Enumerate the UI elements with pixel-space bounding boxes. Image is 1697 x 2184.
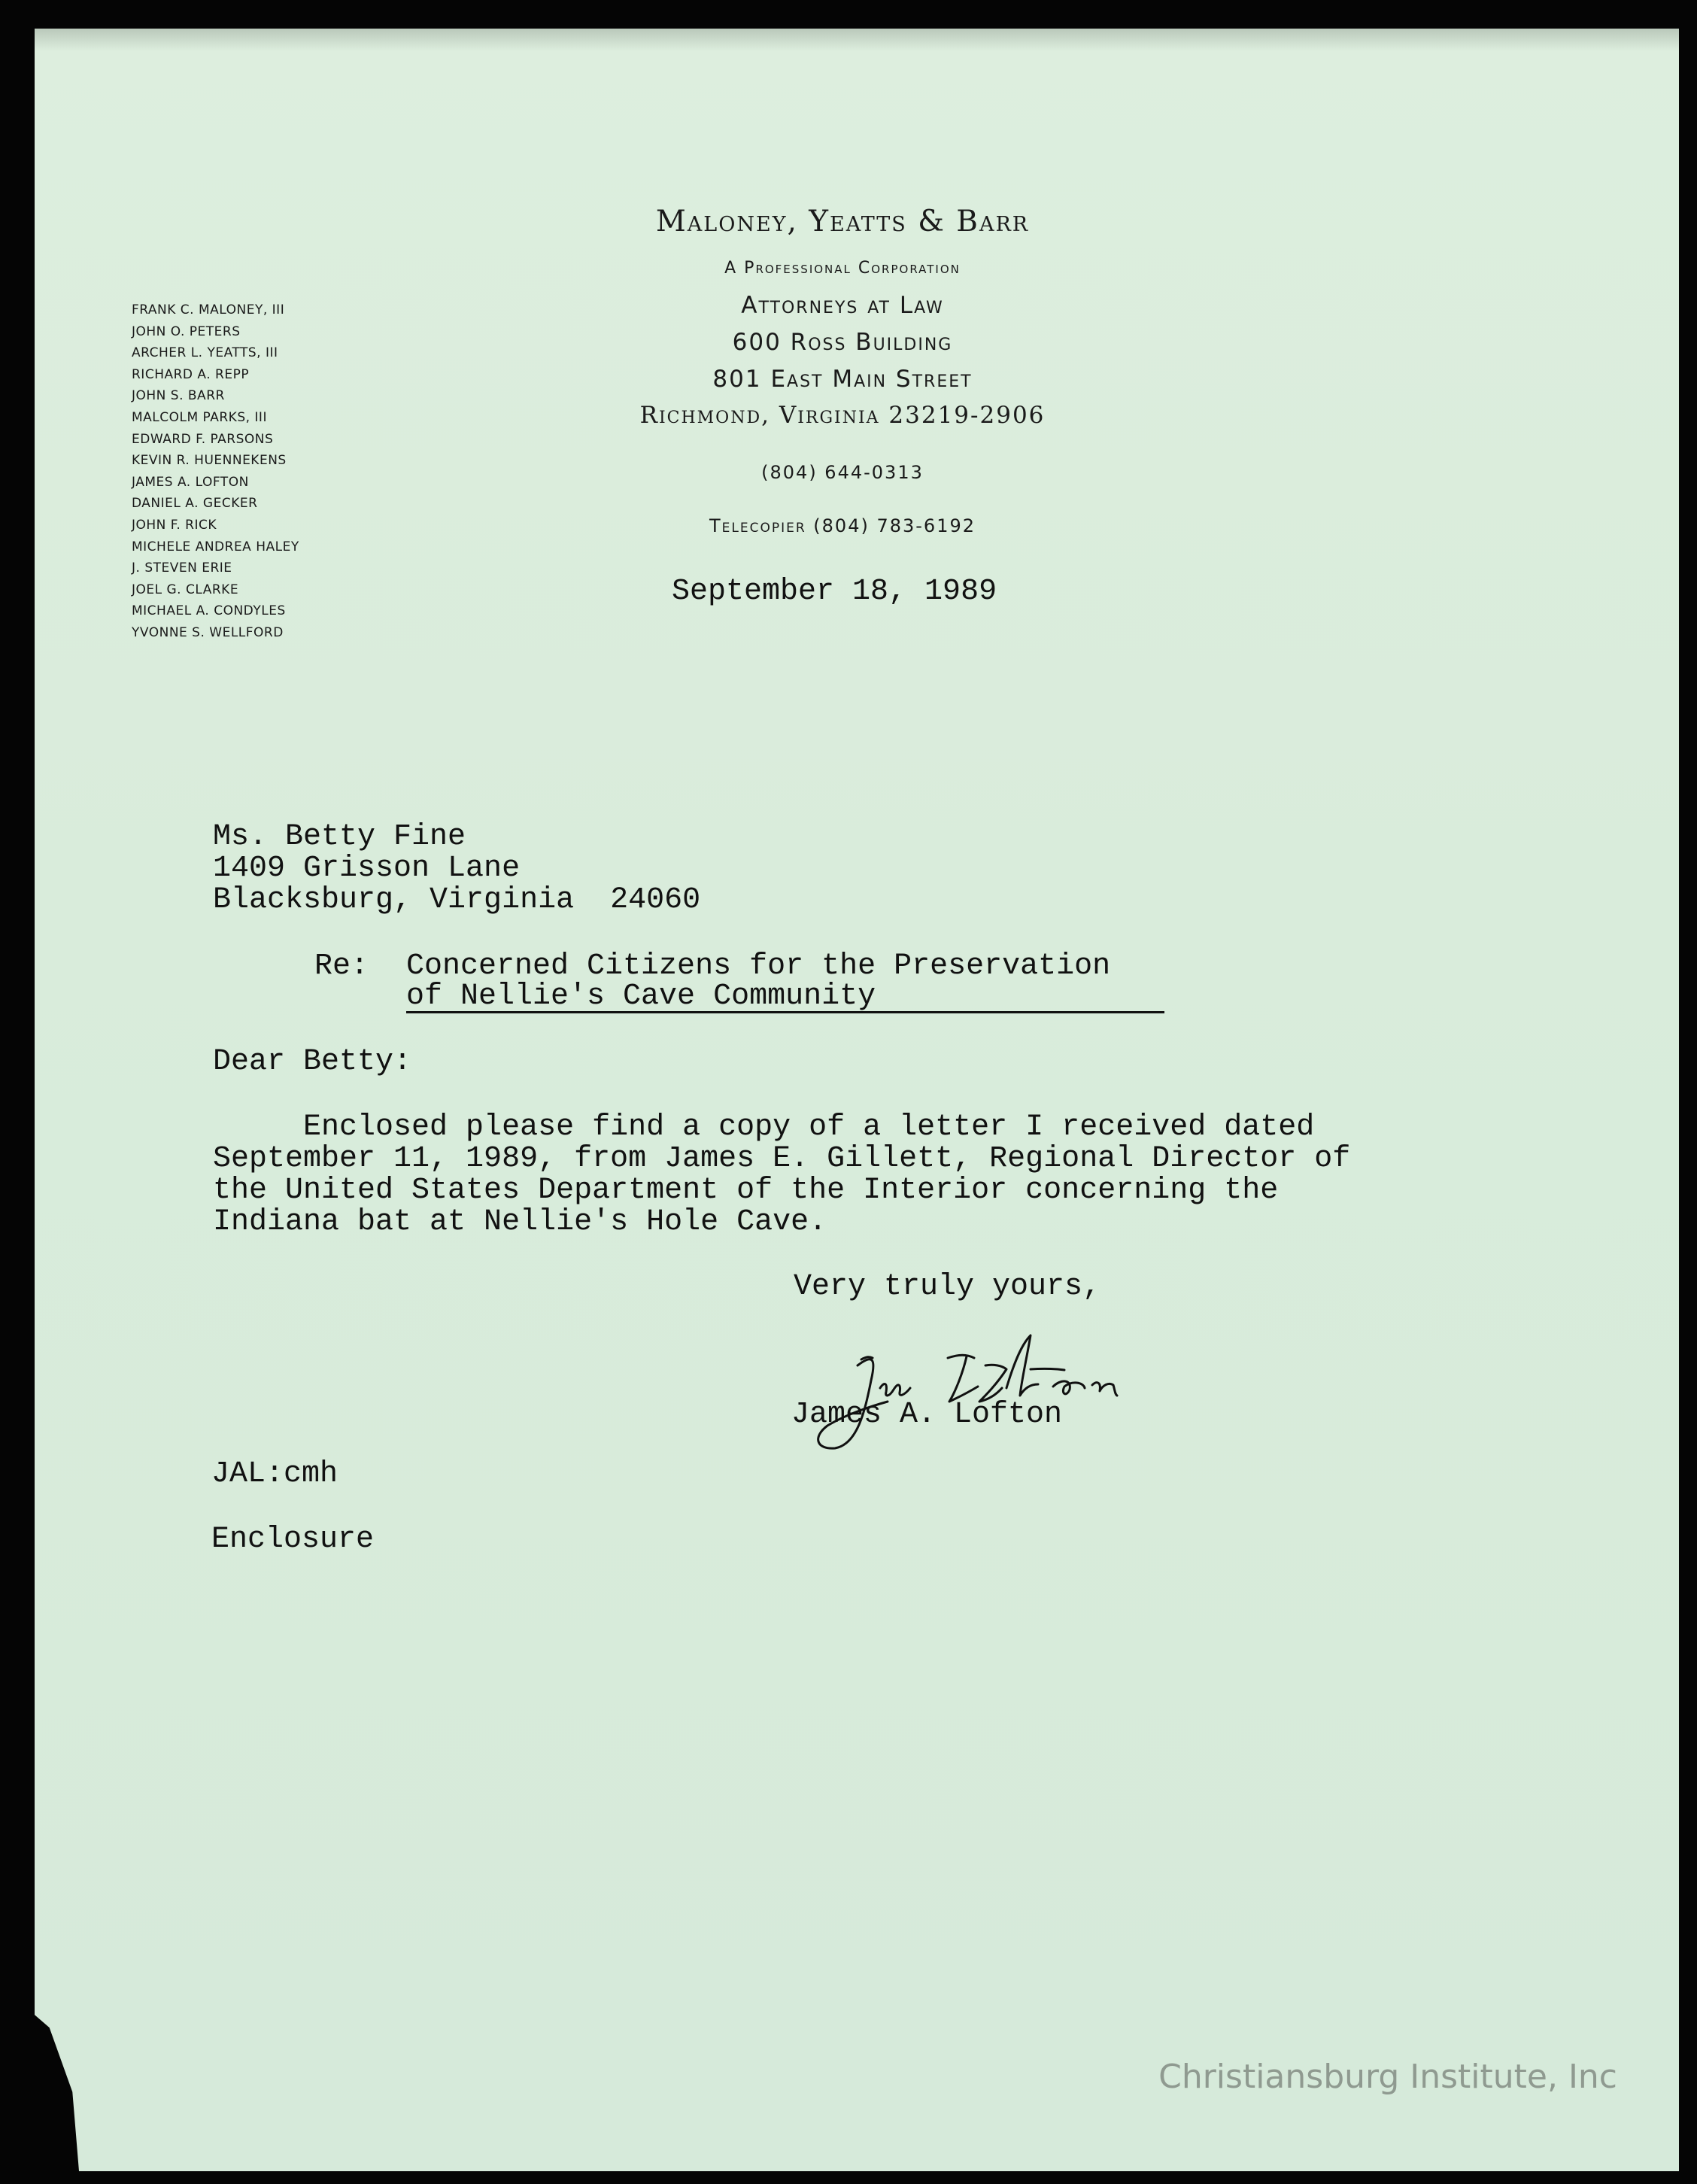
partner-name: JOEL G. CLARKE (132, 582, 239, 597)
partner-name: J. STEVEN ERIE (132, 560, 232, 576)
firm-phone: (804) 644-0313 (761, 462, 924, 483)
recipient-city: Blacksburg, Virginia 24060 (213, 883, 701, 917)
salutation: Dear Betty: (213, 1045, 412, 1079)
partner-name: JAMES A. LOFTON (132, 474, 249, 490)
handwritten-signature (805, 1313, 1166, 1463)
firm-address-line-2: 600 Ross Building (732, 329, 953, 356)
re-subject-line-2: of Nellie's Cave Community (406, 983, 1164, 1013)
partner-name: KEVIN R. HUENNEKENS (132, 453, 287, 469)
partner-name: EDWARD F. PARSONS (132, 431, 274, 447)
firm-address-line-3: 801 East Main Street (712, 366, 973, 393)
partner-name: ARCHER L. YEATTS, III (132, 345, 278, 361)
enclosure-note: Enclosure (211, 1523, 375, 1557)
partner-name: DANIEL A. GECKER (132, 496, 258, 512)
firm-address-line-1: Attorneys at Law (741, 292, 944, 319)
partner-name: MICHELE ANDREA HALEY (132, 539, 299, 554)
partner-name: JOHN O. PETERS (132, 323, 241, 339)
letter-body: Enclosed please find a copy of a letter I received dated September 11, 1989, from James E. Gillett, Regional Director of the United States Department of the Interior concerning the Indiana bat at Nellie's Hole Cave. (213, 1110, 1351, 1239)
firm-address-line-4: Richmond, Virginia 23219-2906 (639, 402, 1046, 429)
partner-name: RICHARD A. REPP (132, 366, 250, 382)
partner-name: MICHAEL A. CONDYLES (132, 603, 286, 619)
firm-subtitle: A Professional Corporation (724, 259, 961, 278)
re-subject-line-1: Concerned Citizens for the Preservation (406, 949, 1111, 983)
closing: Very truly yours, (794, 1270, 1101, 1304)
recipient-street: 1409 Grisson Lane (213, 852, 521, 885)
firm-fax: Telecopier (804) 783-6192 (709, 515, 976, 536)
signer-name: James A. Lofton (791, 1398, 1063, 1432)
partner-name: JOHN S. BARR (132, 388, 225, 404)
partner-name: FRANK C. MALONEY, III (132, 302, 285, 317)
partner-name: JOHN F. RICK (132, 517, 217, 533)
partner-name: MALCOLM PARKS, III (132, 409, 267, 425)
partner-name: YVONNE S. WELLFORD (132, 624, 284, 640)
partner-list (132, 299, 299, 644)
archive-watermark: Christiansburg Institute, Inc (1158, 2058, 1617, 2096)
letter-date: September 18, 1989 (672, 575, 997, 609)
typist-initials: JAL:cmh (211, 1457, 338, 1491)
paper-top-shadow (35, 29, 1679, 51)
firm-name: Maloney, Yeatts & Barr (655, 205, 1030, 238)
recipient-name: Ms. Betty Fine (213, 820, 466, 854)
re-label: Re: (314, 949, 369, 983)
